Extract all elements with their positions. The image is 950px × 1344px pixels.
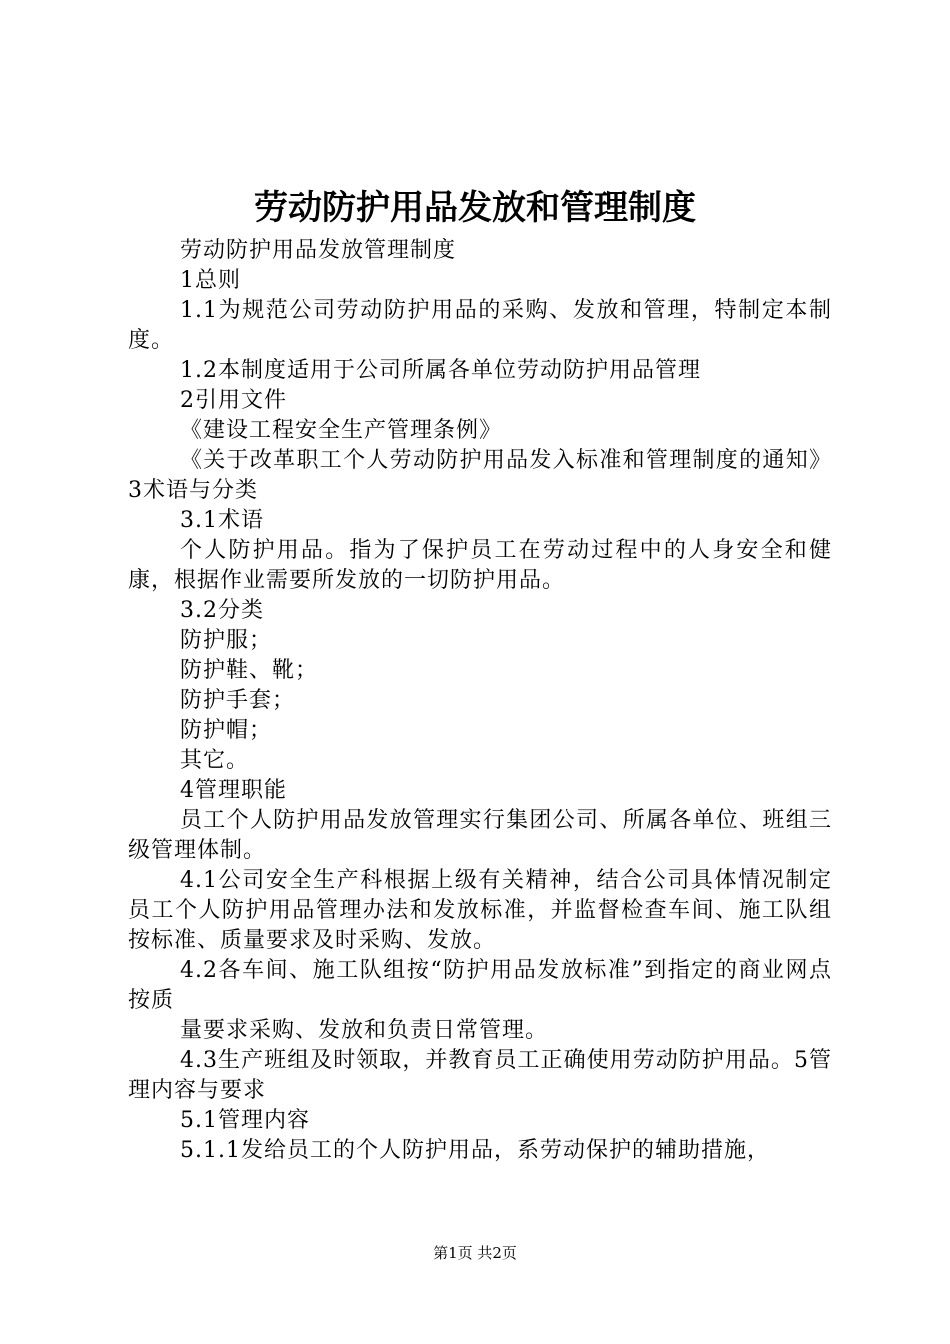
paragraph: 1.1为规范公司劳动防护用品的采购、发放和管理，特制定本制度。 (128, 298, 832, 353)
section-heading: 4管理职能 (180, 778, 287, 803)
paragraph: 个人防护用品。指为了保护员工在劳动过程中的人身安全和健康，根据作业需要所发放的一切防护用品。 (128, 538, 832, 593)
list-item: 防护帽； (180, 718, 273, 743)
paragraph: 员工个人防护用品发放管理实行集团公司、所属各单位、班组三级管理体制。 (128, 808, 832, 863)
paragraph: 《关于改革职工个人劳动防护用品发入标准和管理制度的通知》3术语与分类 (128, 448, 832, 503)
section-heading: 5.1管理内容 (180, 1108, 310, 1133)
paragraph: 《建设工程安全生产管理条例》 (180, 418, 503, 443)
paragraph: 5.1.1发给员工的个人防护用品，系劳动保护的辅助措施， (180, 1138, 770, 1163)
paragraph: 劳动防护用品发放管理制度 (180, 238, 457, 263)
list-item: 其它。 (180, 748, 250, 773)
section-heading: 2引用文件 (180, 388, 287, 413)
page-title: 劳动防护用品发放和管理制度 (254, 188, 696, 228)
paragraph: 4.2各车间、施工队组按“防护用品发放标准”到指定的商业网点按质 (128, 958, 832, 1013)
paragraph: 1.2本制度适用于公司所属各单位劳动防护用品管理 (180, 358, 701, 383)
section-heading: 3.1术语 (180, 508, 264, 533)
section-heading: 1总则 (180, 268, 241, 293)
page-footer: 第1页 共2页 (433, 1244, 517, 1262)
list-item: 防护手套； (180, 688, 296, 713)
list-item: 防护服； (180, 628, 273, 653)
paragraph: 4.1公司安全生产科根据上级有关精神，结合公司具体情况制定员工个人防护用品管理办法和发放标准，并监督检查车间、施工队组按标准、质量要求及时采购、发放。 (128, 868, 832, 953)
section-heading: 3.2分类 (180, 598, 264, 623)
paragraph: 4.3生产班组及时领取，并教育员工正确使用劳动防护用品。5管理内容与要求 (128, 1048, 832, 1103)
document-body (128, 236, 832, 1166)
list-item: 防护鞋、靴； (180, 658, 319, 683)
paragraph: 量要求采购、发放和负责日常管理。 (180, 1018, 549, 1043)
